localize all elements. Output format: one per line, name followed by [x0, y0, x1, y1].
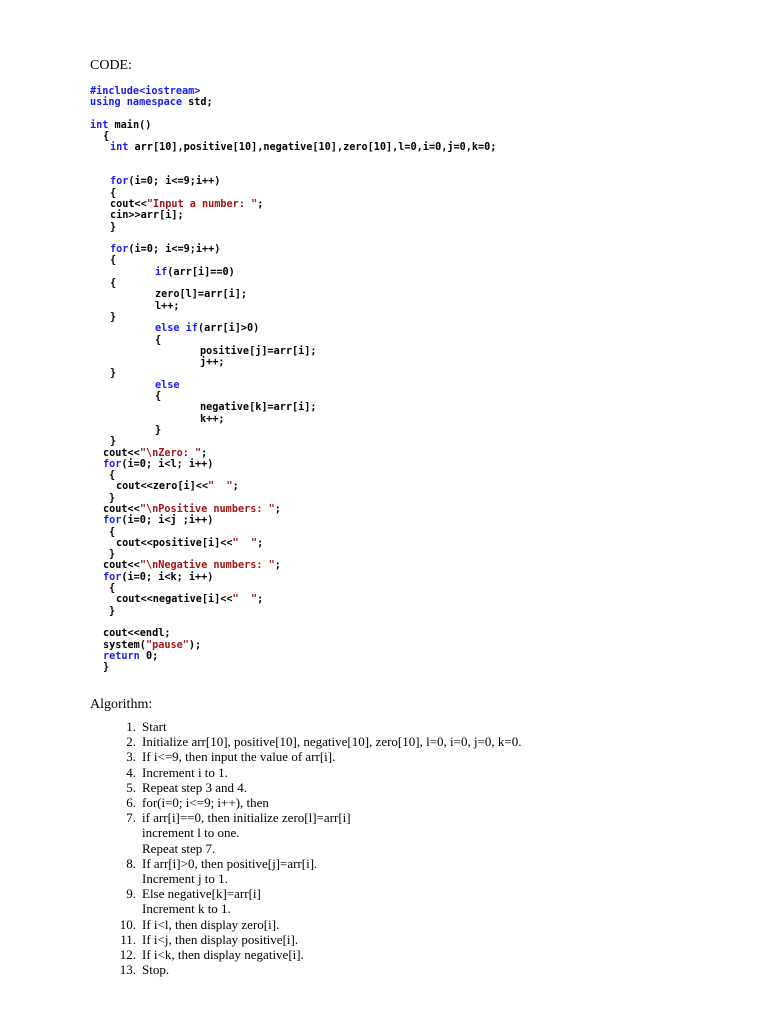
code-token: (arr[i]==0)	[167, 266, 235, 278]
code-line	[90, 628, 496, 639]
code-token: cout<<	[103, 503, 140, 515]
algorithm-step	[108, 856, 522, 871]
code-token: }	[110, 221, 117, 233]
algorithm-step	[108, 734, 522, 749]
code-token: #include<iostream>	[90, 86, 201, 97]
code-token: }	[109, 492, 116, 504]
step-text: Else negative[k]=arr[i]	[142, 886, 261, 902]
code-token: {	[109, 470, 116, 482]
algorithm-steps-list	[108, 719, 522, 977]
code-token: cout<<negative[i]<<	[116, 594, 233, 606]
code-token: " "	[232, 537, 258, 549]
algorithm-step	[108, 947, 522, 962]
code-token: (i=0; i<j ;i++)	[121, 515, 214, 527]
step-text: Start	[142, 719, 167, 734]
code-token: for	[110, 244, 129, 256]
code-token: (arr[i]>0)	[197, 323, 260, 335]
algorithm-step	[108, 917, 522, 932]
code-token: arr[10],positive[10],negative[10],zero[10],l=0,i=0,j=0,k=0;	[128, 142, 497, 154]
step-number: 9.	[126, 886, 136, 902]
step-number: 11.	[120, 931, 136, 947]
code-token: negative[k]=arr[i];	[200, 402, 317, 414]
code-token: }	[110, 436, 117, 448]
code-token: int	[90, 119, 109, 131]
code-token: {	[109, 583, 116, 595]
code-line	[90, 606, 496, 617]
code-token: {	[155, 391, 162, 403]
code-token: main()	[108, 119, 152, 131]
code-token: cin>>arr[i];	[110, 210, 184, 222]
code-line	[90, 222, 496, 233]
code-token: cout<<	[110, 198, 147, 210]
step-text: Stop.	[142, 962, 170, 978]
code-line	[90, 368, 496, 379]
step-text: If i<k, then display negative[i].	[142, 947, 304, 963]
step-number: 3.	[126, 749, 136, 765]
code-token: );	[188, 639, 202, 651]
code-line	[90, 493, 496, 504]
code-line	[90, 391, 496, 402]
code-line	[90, 323, 496, 334]
code-token: using namespace	[90, 97, 183, 109]
code-token: {	[110, 187, 117, 199]
code-line	[90, 97, 496, 108]
code-line	[90, 255, 496, 266]
code-token: cout<<	[103, 560, 140, 572]
code-token: " "	[232, 594, 258, 606]
code-line	[90, 188, 496, 199]
code-token: (i=0; i<l; i++)	[121, 458, 214, 470]
code-line	[90, 120, 496, 131]
step-number: 4.	[126, 764, 136, 780]
code-line	[90, 504, 496, 515]
step-text: Initialize arr[10], positive[10], negative[10], zero[10], l=0, i=0, j=0, k=0.	[142, 734, 522, 750]
code-line	[90, 651, 496, 662]
code-token: }	[110, 311, 117, 323]
code-line	[90, 346, 496, 357]
code-token: ;	[274, 503, 281, 515]
code-line	[90, 233, 496, 244]
code-block	[90, 86, 496, 673]
code-token: }	[110, 368, 117, 380]
step-text: Repeat step 3 and 4.	[142, 779, 248, 795]
code-token: cout<<positive[i]<<	[116, 537, 233, 549]
code-line	[90, 470, 496, 481]
step-text: for(i=0; i<=9; i++), then	[142, 795, 269, 811]
code-token: "pause"	[145, 639, 189, 651]
code-token: cout<<	[103, 447, 140, 459]
code-line	[90, 301, 496, 312]
code-line	[90, 142, 496, 153]
code-token: zero[l]=arr[i];	[155, 289, 248, 301]
code-token: }	[155, 424, 162, 436]
step-number: 1.	[126, 719, 136, 734]
code-token: 0;	[139, 650, 159, 662]
code-line	[90, 481, 496, 492]
code-token: k++;	[200, 413, 225, 425]
code-token: cout<<endl;	[103, 628, 171, 640]
code-line	[90, 335, 496, 346]
code-line	[90, 583, 496, 594]
code-line	[90, 154, 496, 165]
step-continuation-text: Repeat step 7.	[142, 840, 216, 856]
code-token: (i=0; i<=9;i++)	[128, 244, 221, 256]
code-token: l++;	[155, 300, 180, 312]
code-token: ;	[201, 447, 208, 459]
step-number: 13.	[119, 962, 136, 978]
code-token: cout<<zero[i]<<	[116, 481, 209, 493]
code-line	[90, 560, 496, 571]
code-line	[90, 572, 496, 583]
code-line	[90, 425, 496, 436]
code-line	[90, 199, 496, 210]
step-text: If i<=9, then input the value of arr[i].	[142, 749, 336, 765]
algorithm-step	[108, 719, 522, 734]
code-line	[90, 312, 496, 323]
code-heading: CODE:	[90, 58, 132, 73]
step-number: 6.	[126, 795, 136, 811]
code-token: ;	[232, 481, 239, 493]
code-token: "\nZero: "	[139, 447, 202, 459]
code-token: " "	[208, 481, 233, 493]
code-token: std;	[182, 97, 213, 109]
code-line	[90, 131, 496, 142]
step-number: 5.	[126, 779, 136, 795]
step-continuation-text: Increment j to 1.	[142, 871, 228, 887]
code-token: {	[109, 526, 116, 538]
code-line	[90, 380, 496, 391]
step-text: If i<l, then display zero[i].	[142, 916, 280, 932]
code-line	[90, 594, 496, 605]
algorithm-step	[108, 932, 522, 947]
step-text: If arr[i]>0, then positive[j]=arr[i].	[142, 855, 318, 871]
code-token: positive[j]=arr[i];	[200, 345, 317, 357]
code-line	[90, 210, 496, 221]
code-token: {	[155, 334, 162, 346]
code-line	[90, 448, 496, 459]
code-token: else	[155, 379, 180, 391]
code-line	[90, 527, 496, 538]
code-line	[90, 436, 496, 447]
code-token: "Input a number: "	[146, 198, 258, 210]
code-line	[90, 549, 496, 560]
code-line	[90, 86, 496, 97]
step-number: 2.	[126, 734, 136, 750]
step-text: Increment i to 1.	[142, 764, 228, 780]
code-token: return	[103, 650, 140, 662]
code-token: for	[103, 571, 122, 583]
step-text: if arr[i]==0, then initialize zero[l]=arr[i]	[142, 810, 351, 826]
code-token: for	[103, 458, 122, 470]
code-token: "\nNegative numbers: "	[139, 560, 275, 572]
code-token: }	[103, 662, 110, 674]
algorithm-step	[108, 749, 522, 764]
step-continuation-text: increment l to one.	[142, 825, 240, 841]
code-line	[90, 662, 496, 673]
code-token: ;	[257, 594, 264, 606]
code-token: if	[155, 266, 168, 278]
code-line	[90, 176, 496, 187]
code-line	[90, 109, 496, 120]
code-token: {	[103, 131, 110, 143]
code-line	[90, 640, 496, 651]
code-line	[90, 402, 496, 413]
code-token: for	[110, 176, 129, 188]
step-number: 7.	[126, 810, 136, 826]
code-token: }	[109, 549, 116, 561]
algorithm-step	[108, 780, 522, 795]
code-token: ;	[257, 198, 264, 210]
algorithm-step	[108, 765, 522, 780]
code-line	[90, 459, 496, 470]
code-line	[90, 357, 496, 368]
step-continuation-text: Increment k to 1.	[142, 901, 231, 917]
code-line	[90, 165, 496, 176]
code-line	[90, 538, 496, 549]
code-token: {	[110, 255, 117, 267]
step-number: 10.	[119, 916, 136, 932]
code-token: ;	[257, 537, 264, 549]
code-token: "\nPositive numbers: "	[139, 503, 275, 515]
code-line	[90, 278, 496, 289]
algorithm-step	[108, 810, 522, 825]
algorithm-step	[108, 962, 522, 977]
algorithm-step	[108, 795, 522, 810]
code-token: (i=0; i<=9;i++)	[128, 176, 221, 188]
code-line	[90, 289, 496, 300]
code-line	[90, 515, 496, 526]
code-line	[90, 617, 496, 628]
step-text: If i<j, then display positive[i].	[142, 931, 299, 947]
code-token: j++;	[200, 357, 225, 369]
code-token: system(	[103, 639, 146, 651]
code-line	[90, 414, 496, 425]
code-line	[90, 267, 496, 278]
code-token: (i=0; i<k; i++)	[121, 571, 214, 583]
algorithm-step	[108, 886, 522, 901]
algorithm-heading: Algorithm:	[90, 697, 153, 712]
code-token: int	[110, 142, 129, 154]
step-number: 12.	[119, 947, 136, 963]
code-token: {	[110, 278, 117, 290]
code-line	[90, 244, 496, 255]
code-token: }	[109, 605, 116, 617]
code-token: else if	[155, 323, 198, 335]
code-token: for	[103, 515, 122, 527]
code-token: ;	[274, 560, 281, 572]
step-number: 8.	[126, 855, 136, 871]
